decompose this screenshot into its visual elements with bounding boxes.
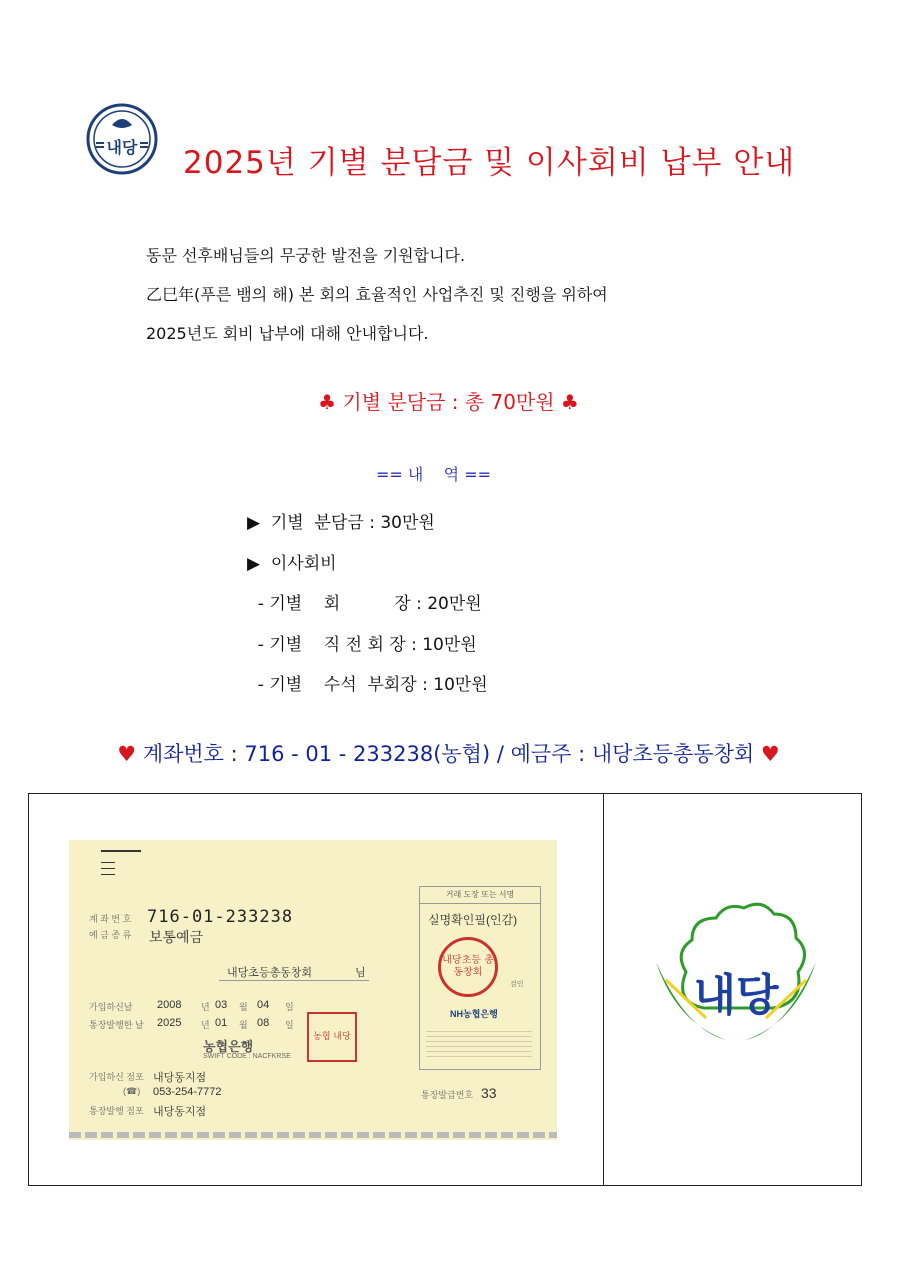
issue-date-label: 통장발행한 날	[89, 1020, 144, 1030]
holder-suffix: 님	[355, 967, 366, 979]
image-table	[28, 793, 862, 1186]
type-label: 예 금 종 류	[89, 930, 132, 940]
seal-header: 거래 도장 또는 서명	[420, 887, 540, 904]
unit-month: 월	[239, 1002, 248, 1012]
unit-year: 년	[201, 1020, 210, 1030]
school-logo-large	[646, 902, 826, 1067]
phone-icon: (☎)	[123, 1086, 141, 1096]
check-label: 검인	[510, 981, 524, 988]
bank-seal: 농협 내당	[307, 1012, 357, 1062]
join-day: 04	[257, 999, 270, 1011]
issue-month: 01	[215, 1017, 228, 1029]
details-item: ▶ 이사회비	[247, 553, 337, 574]
type-value: 보통예금	[149, 929, 204, 945]
unit-day: 일	[285, 1002, 294, 1012]
intro-paragraph	[146, 236, 608, 353]
bank-name: 농협은행	[203, 1039, 254, 1054]
details-item: ▶ 기별 분담금 : 30만원	[247, 513, 435, 533]
details-item: - 기별 직 전 회 장 : 10만원	[247, 634, 477, 655]
issue-year: 2025	[157, 1017, 182, 1029]
issue-branch: 내당동지점	[153, 1106, 207, 1118]
unit-day: 일	[285, 1020, 294, 1030]
details-list	[247, 503, 488, 706]
intro-line: 동문 선후배님들의 무궁한 발전을 기원합니다.	[146, 246, 466, 265]
account-label: 계 좌 번 호	[89, 914, 132, 924]
phone-number: 053-254-7772	[153, 1086, 222, 1098]
heart-icon: ♥	[760, 742, 780, 766]
unit-month: 월	[239, 1020, 248, 1030]
account-number: 716-01-233238	[147, 907, 294, 927]
nh-brand: NH농협은행	[450, 1009, 498, 1019]
holder-name: 내당초등총동창회	[227, 967, 313, 979]
logo-large-text: 내당	[693, 970, 779, 1021]
details-item: - 기별 수석 부회장 : 10만원	[247, 675, 488, 695]
seal-title: 실명확인필(인감)	[428, 913, 518, 927]
details-heading: == 내 역 ==	[375, 465, 492, 484]
school-logo	[86, 103, 158, 175]
heart-icon: ♥	[117, 742, 137, 766]
account-text: 계좌번호 : 716 - 01 - 233238(농협) / 예금주 : 내당초등총동창회	[142, 742, 755, 766]
details-item: - 기별 회 장 : 20만원	[247, 594, 482, 614]
intro-line: 2025년도 회비 납부에 대해 안내합니다.	[146, 324, 429, 343]
page-title: 2025년 기별 분담금 및 이사회비 납부 안내	[183, 145, 796, 181]
serial-value: 33	[481, 1085, 497, 1101]
serial-label: 통장발급번호	[421, 1090, 474, 1100]
unit-year: 년	[201, 1002, 210, 1012]
account-info	[0, 738, 897, 768]
issue-day: 08	[257, 1017, 270, 1029]
join-month: 03	[215, 999, 228, 1011]
alumni-seal: 내당초등 총동창회	[438, 937, 498, 997]
bankbook-image	[69, 840, 557, 1140]
seal-panel	[419, 886, 541, 1070]
logo-text: 내당	[106, 138, 138, 157]
issue-branch-label: 통장발행 점포	[89, 1106, 144, 1116]
join-branch-label: 가입하신 점포	[89, 1072, 144, 1082]
join-branch: 내당동지점	[153, 1072, 207, 1084]
join-year: 2008	[157, 999, 182, 1011]
join-date-label: 가입하신날	[89, 1002, 133, 1012]
table-divider	[603, 794, 604, 1185]
intro-line: 乙巳年(푸른 뱀의 해) 본 회의 효율적인 사업추진 및 진행을 위하여	[146, 285, 608, 304]
swift-code: SWIFT CODE : NACFKRSE	[203, 1053, 291, 1060]
total-amount: ♣ 기별 분담금 : 총 70만원 ♣	[318, 390, 579, 414]
